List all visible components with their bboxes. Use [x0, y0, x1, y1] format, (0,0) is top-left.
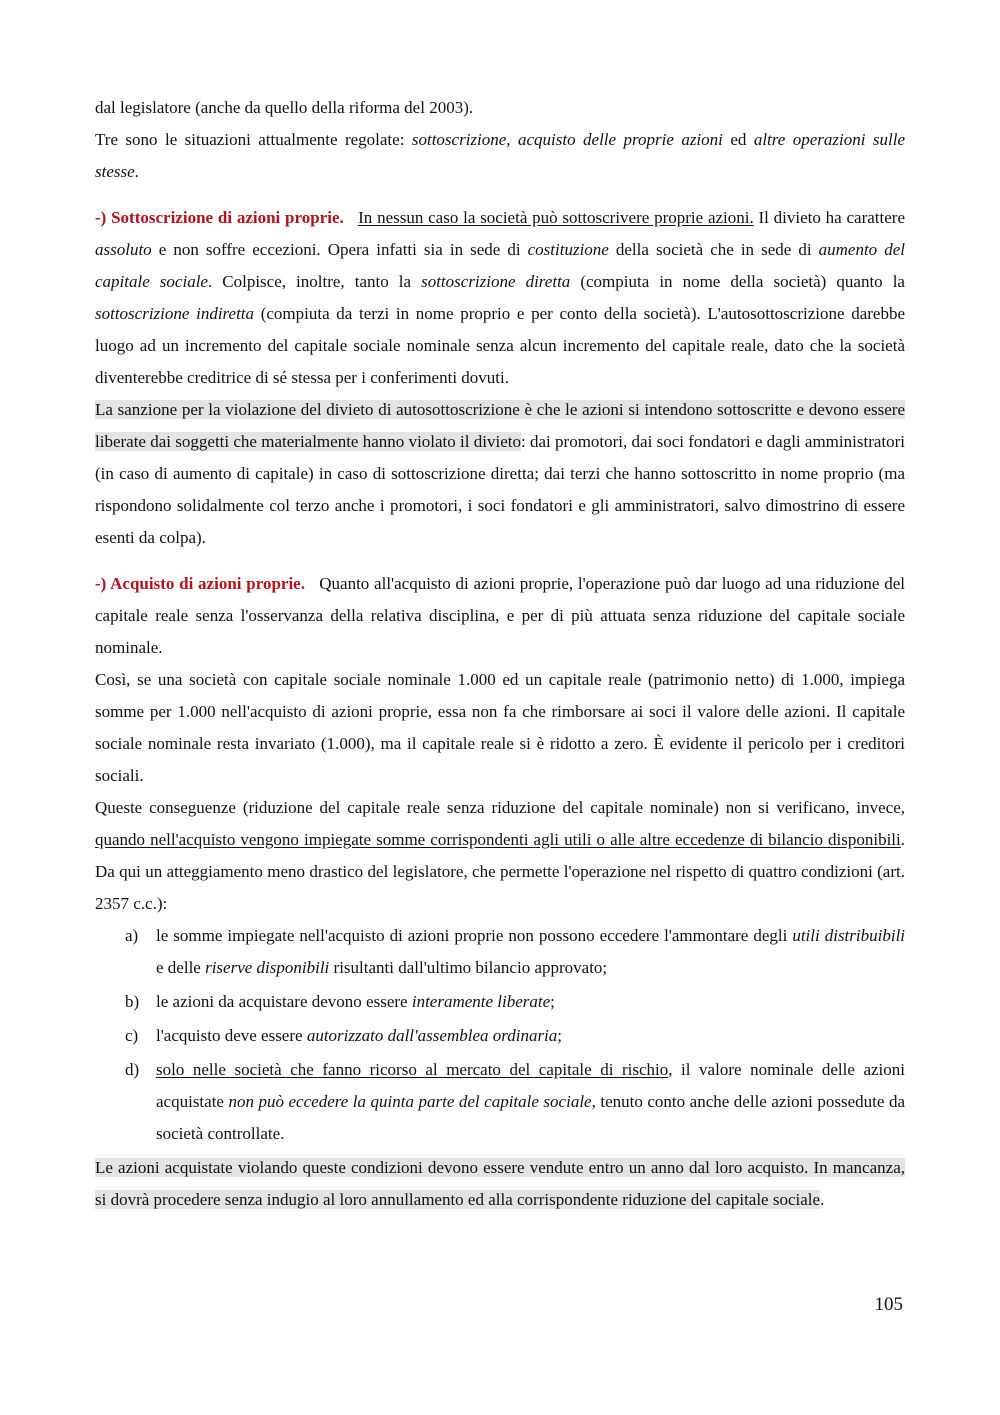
list-marker: b)	[125, 992, 140, 1011]
section-acquisto: -) Acquisto di azioni proprie. Quanto all'acquisto di azioni proprie, l'operazione può dar luogo ad una riduzione del capitale reale senza l'osservanza della relativa disciplina, e per di più attuata senza riduzione del capitale sociale nominale.	[95, 574, 906, 657]
underlined-rule: In nessun caso la società può sottoscrivere proprie azioni.	[358, 208, 754, 227]
list-marker: a)	[125, 926, 139, 945]
final-paragraph: Le azioni acquistate violando queste condizioni devono essere vendute entro un anno dal loro acquisto. In mancanza, si dovrà procedere senza indugio al loro annullamento ed alla corrispondente riduzione del capitale sociale.	[95, 1158, 905, 1209]
sanzione-paragraph: La sanzione per la violazione del divieto di autosottoscrizione è che le azioni si intendono sottoscritte e devono essere liberate dai soggetti che materialmente hanno violato il divieto: dai promotori, dai soci fondatori e dagli amministratori (in caso di aumento di capitale) in caso di sottoscrizione diretta; dai terzi che hanno sottoscritto in nome proprio (ma rispondono solidalmente col terzo anche i promotori, i soci fondatori e gli amministratori, salvo dimostrino di essere esenti da colpa).	[95, 400, 906, 547]
section-heading-sottoscrizione: -) Sottoscrizione di azioni proprie.	[95, 208, 344, 227]
conditions-list	[95, 920, 905, 1150]
highlighted-text: La sanzione per la violazione del divieto di autosottoscrizione è che le azioni si intendono sottoscritte e devono essere liberate dai soggetti che materialmente hanno violato il divieto	[95, 400, 905, 451]
list-marker: d)	[125, 1060, 140, 1079]
list-item: b) le azioni da acquistare devono essere interamente liberate;	[95, 986, 905, 1018]
list-item: a) le somme impiegate nell'acquisto di azioni proprie non possono eccedere l'ammontare degli utili distribuibili e delle riserve disponibili risultanti dall'ultimo bilancio approvato;	[95, 920, 905, 984]
document-page	[95, 92, 905, 1216]
example-paragraph: Così, se una società con capitale sociale nominale 1.000 ed un capitale reale (patrimonio netto) di 1.000, impiega somme per 1.000 nell'acquisto di azioni proprie, essa non fa che rimborsare ai soci il valore delle azioni. Il capitale sociale nominale resta invariato (1.000), ma il capitale reale si è ridotto a zero. È evidente il pericolo per i creditori sociali.	[95, 670, 905, 785]
highlighted-text: Le azioni acquistate violando queste condizioni devono essere vendute entro un anno dal loro acquisto. In mancanza, si dovrà procedere senza indugio al loro annullamento ed alla corrispondente riduzione del capitale sociale	[95, 1158, 905, 1209]
page-number: 105	[874, 1294, 903, 1315]
list-item: d) solo nelle società che fanno ricorso al mercato del capitale di rischio, il valore nominale delle azioni acquistate non può eccedere la quinta parte del capitale sociale, tenuto conto anche delle azioni possedute da società controllate.	[95, 1054, 905, 1150]
list-marker: c)	[125, 1026, 139, 1045]
intro-line: dal legislatore (anche da quello della riforma del 2003).	[95, 98, 474, 117]
section-sottoscrizione: -) Sottoscrizione di azioni proprie. In nessun caso la società può sottoscrivere proprie azioni. Il divieto ha carattere assoluto e non soffre eccezioni. Opera infatti sia in sede di costituzione della società che in sede di aumento del capitale sociale. Colpisce, inoltre, tanto la sottoscrizione diretta (compiuta in nome della società) quanto la sottoscrizione indiretta (compiuta da terzi in nome proprio e per conto della società). L'autosottoscrizione darebbe luogo ad un incremento del capitale sociale nominale senza alcun incremento del capitale reale, dato che la società diventerebbe creditrice di sé stessa per i conferimenti dovuti.	[95, 208, 906, 387]
section-heading-acquisto: -) Acquisto di azioni proprie.	[95, 574, 305, 593]
list-item: c) l'acquisto deve essere autorizzato dall'assemblea ordinaria;	[95, 1020, 905, 1052]
conditions-intro: Queste conseguenze (riduzione del capitale reale senza riduzione del capitale nominale) non si verificano, invece, quando nell'acquisto vengono impiegate somme corrispondenti agli utili o alle altre eccedenze di bilancio disponibili. Da qui un atteggiamento meno drastico del legislatore, che permette l'operazione nel rispetto di quattro condizioni (art. 2357 c.c.):	[95, 798, 905, 913]
intro-paragraph: Tre sono le situazioni attualmente regolate: sottoscrizione, acquisto delle proprie azioni ed altre operazioni sulle stesse.	[95, 130, 905, 181]
underlined-text: quando nell'acquisto vengono impiegate somme corrispondenti agli utili o alle altre eccedenze di bilancio disponibili	[95, 830, 901, 849]
